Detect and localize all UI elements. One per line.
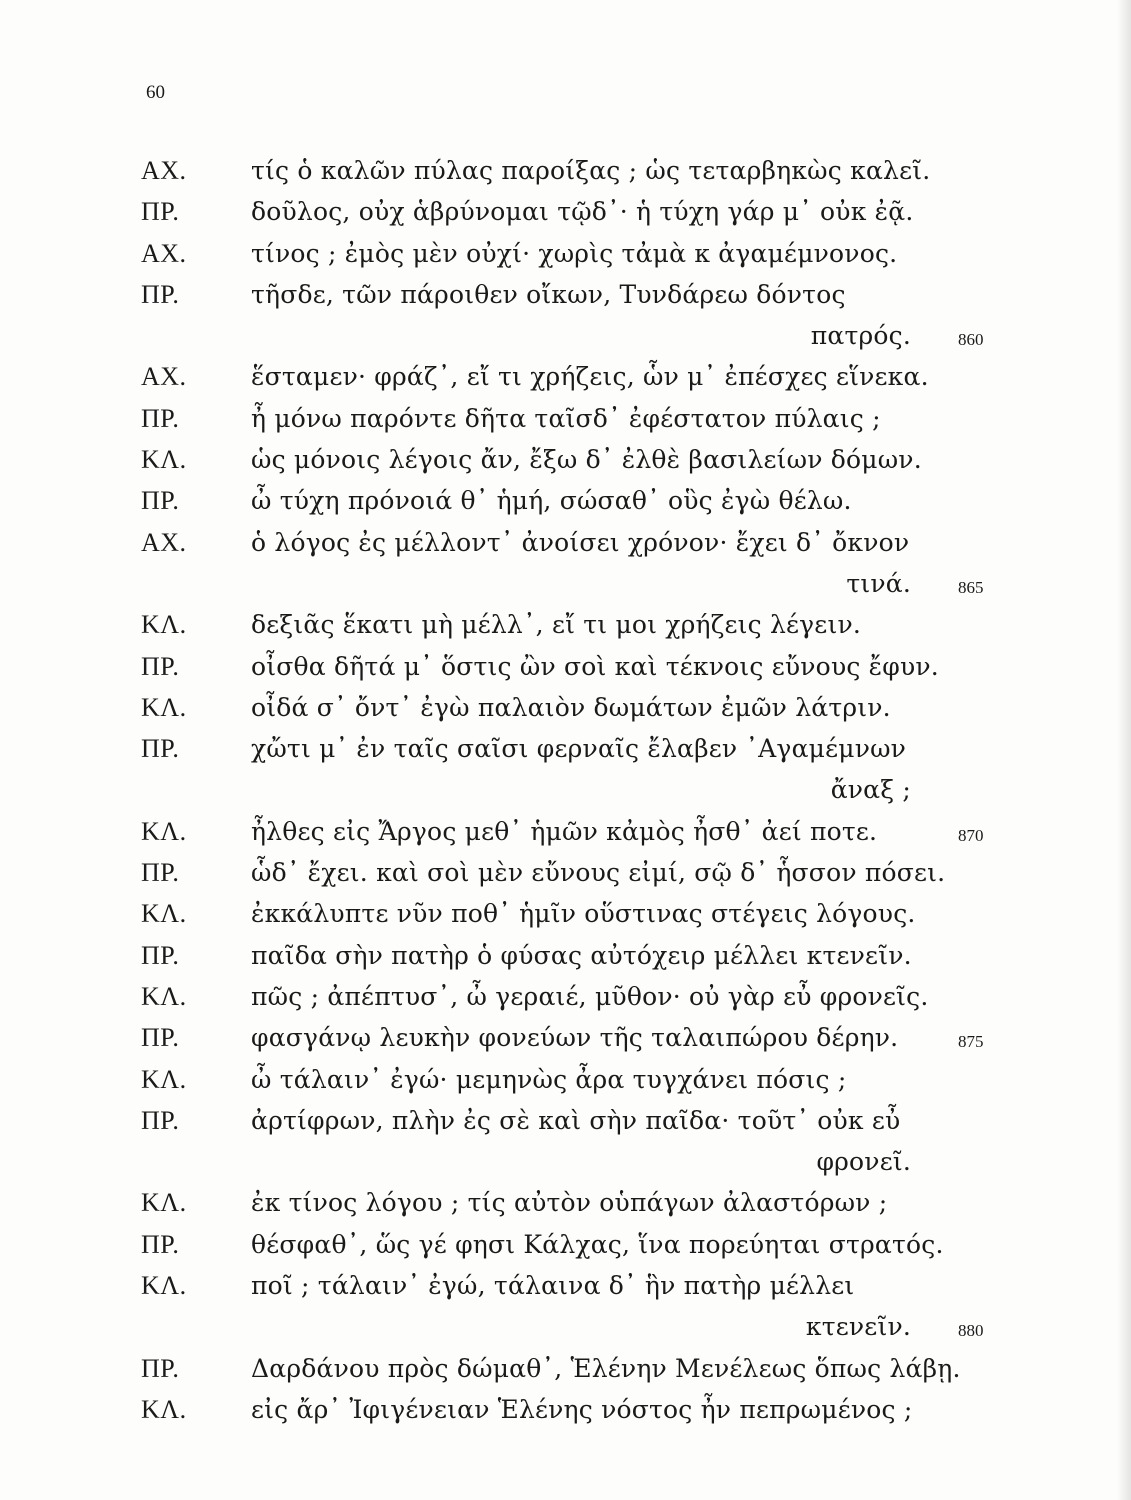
verse-line [0, 1017, 1131, 1058]
speaker-label: ΠΡ. [141, 1229, 180, 1259]
verse-line [0, 811, 1131, 852]
verse-line [0, 480, 1131, 521]
speaker-label: ΚΛ. [141, 1188, 187, 1218]
verse-line [0, 1059, 1131, 1100]
verse-text: δεξιᾶς ἕκατι μὴ μέλλ᾽, εἴ τι μοι χρήζεις λέγειν. [251, 610, 862, 640]
verse-text: παῖδα σὴν πατὴρ ὁ φύσας αὐτόχειρ μέλλει κτενεῖν. [251, 940, 912, 970]
speaker-label: ΠΡ. [141, 940, 180, 970]
verse-text: κτενεῖν. [805, 1312, 911, 1342]
speaker-label: ΠΡ. [141, 403, 180, 433]
verse-line-continuation [0, 769, 1131, 810]
speaker-label: ΠΡ. [141, 197, 180, 227]
speaker-label: ΠΡ. [141, 1353, 180, 1383]
verse-text: οἶδά σ᾽ ὄντ᾽ ἐγὼ παλαιὸν δωμάτων ἐμῶν λάτριν. [251, 692, 891, 722]
speaker-label: ΚΛ. [141, 1394, 187, 1424]
verse-line [0, 852, 1131, 893]
verse-text: τίς ὁ καλῶν πύλας παροίξας ; ὡς τεταρβηκὼς καλεῖ. [251, 156, 931, 185]
speaker-label: ΑΧ. [141, 362, 187, 392]
speaker-label: ΠΡ. [141, 858, 180, 888]
speaker-label: ΚΛ. [141, 816, 187, 846]
speaker-label: ΑΧ. [141, 156, 187, 185]
verse-line [0, 439, 1131, 480]
speaker-label: ΠΡ. [141, 1105, 180, 1135]
verse-line [0, 1265, 1131, 1306]
speaker-label: ΚΛ. [141, 981, 187, 1011]
verse-line-continuation [0, 1141, 1131, 1182]
verse-line [0, 728, 1131, 769]
verse-lines [0, 150, 1131, 1430]
verse-text: δοῦλος, οὐχ ἁβρύνομαι τῷδ᾽· ἡ τύχη γάρ μ᾽ οὐκ ἐᾷ. [251, 197, 914, 227]
verse-text: θέσφαθ᾽, ὥς γέ φησι Κάλχας, ἵνα πορεύηται στρατός. [251, 1229, 944, 1259]
verse-text: ἕσταμεν· φράζ᾽, εἴ τι χρήζεις, ὧν μ᾽ ἐπέσχες εἵνεκα. [251, 362, 929, 392]
verse-text: ὦ τάλαιν᾽ ἐγώ· μεμηνὼς ἆρα τυγχάνει πόσις ; [251, 1064, 847, 1094]
speaker-label: ΑΧ. [141, 238, 187, 268]
line-number: 880 [958, 1321, 984, 1341]
verse-text: ὡς μόνοις λέγοις ἄν, ἔξω δ᾽ ἐλθὲ βασιλείων δόμων. [251, 445, 922, 475]
verse-text: ὦ τύχη πρόνοιά θ᾽ ἡμή, σώσαθ᾽ οὓς ἐγὼ θέλω. [251, 486, 852, 516]
verse-line-continuation [0, 563, 1131, 604]
verse-text: πῶς ; ἀπέπτυσ᾽, ὦ γεραιέ, μῦθον· οὐ γὰρ εὖ φρονεῖς. [251, 981, 929, 1011]
verse-text: πατρός. [810, 321, 911, 351]
speaker-label: ΠΡ. [141, 1023, 180, 1053]
line-number: 860 [958, 330, 984, 350]
line-number: 875 [958, 1032, 984, 1052]
verse-text: ὁ λόγος ἐς μέλλοντ᾽ ἀνοίσει χρόνον· ἔχει δ᾽ ὄκνον [251, 527, 910, 557]
verse-line [0, 1224, 1131, 1265]
verse-line [0, 1348, 1131, 1389]
speaker-label: ΠΡ. [141, 486, 180, 516]
verse-text: τινά. [846, 568, 911, 598]
speaker-label: ΠΡ. [141, 651, 180, 681]
verse-line-continuation [0, 1306, 1131, 1347]
verse-text: Δαρδάνου πρὸς δώμαθ᾽, Ἑλένην Μενέλεως ὅπως λάβῃ. [251, 1353, 961, 1383]
verse-line [0, 893, 1131, 934]
verse-text: ἐκ τίνος λόγου ; τίς αὐτὸν οὑπάγων ἀλαστόρων ; [251, 1188, 888, 1218]
speaker-label: ΚΛ. [141, 1064, 187, 1094]
verse-line [0, 150, 1131, 191]
verse-text: ἄναξ ; [830, 775, 911, 805]
verse-line [0, 646, 1131, 687]
verse-line [0, 191, 1131, 232]
speaker-label: ΚΛ. [141, 610, 187, 640]
verse-line [0, 356, 1131, 397]
speaker-label: ΚΛ. [141, 692, 187, 722]
speaker-label: ΠΡ. [141, 279, 180, 309]
page-number: 60 [146, 82, 165, 103]
verse-line [0, 1182, 1131, 1223]
verse-text: τῆσδε, τῶν πάροιθεν οἴκων, Τυνδάρεω δόντος [251, 279, 846, 309]
verse-line [0, 398, 1131, 439]
verse-text: ἦ μόνω παρόντε δῆτα ταῖσδ᾽ ἐφέστατον πύλαις ; [251, 403, 881, 433]
verse-line [0, 1100, 1131, 1141]
line-number: 870 [958, 825, 984, 845]
verse-text: χὤτι μ᾽ ἐν ταῖς σαῖσι φερναῖς ἔλαβεν ᾽Αγαμέμνων [251, 734, 907, 764]
verse-line [0, 687, 1131, 728]
verse-text: ὧδ᾽ ἔχει. καὶ σοὶ μὲν εὔνους εἰμί, σῷ δ᾽ ἧσσον πόσει. [251, 858, 946, 888]
verse-text: φασγάνῳ λευκὴν φονεύων τῆς ταλαιπώρου δέρην. [251, 1023, 899, 1053]
speaker-label: ΚΛ. [141, 445, 187, 475]
verse-line [0, 233, 1131, 274]
verse-text: φρονεῖ. [816, 1147, 911, 1177]
line-number: 865 [958, 577, 984, 597]
verse-line [0, 604, 1131, 645]
speaker-label: ΚΛ. [141, 899, 187, 929]
verse-text: εἰς ἄρ᾽ Ἰφιγένειαν Ἑλένης νόστος ἦν πεπρωμένος ; [251, 1394, 913, 1424]
verse-text: ἀρτίφρων, πλὴν ἐς σὲ καὶ σὴν παῖδα· τοῦτ᾽ οὐκ εὖ [251, 1105, 901, 1135]
verse-line [0, 274, 1131, 315]
verse-line [0, 935, 1131, 976]
verse-text: οἶσθα δῆτά μ᾽ ὅστις ὢν σοὶ καὶ τέκνοις εὔνους ἔφυν. [251, 651, 939, 681]
verse-line [0, 1389, 1131, 1430]
verse-text: ἦλθες εἰς Ἄργος μεθ᾽ ἡμῶν κἀμὸς ἦσθ᾽ ἀεί ποτε. [251, 816, 878, 846]
verse-line [0, 976, 1131, 1017]
verse-line-continuation [0, 315, 1131, 356]
speaker-label: ΑΧ. [141, 527, 187, 557]
speaker-label: ΚΛ. [141, 1271, 187, 1301]
speaker-label: ΠΡ. [141, 734, 180, 764]
verse-text: ποῖ ; τάλαιν᾽ ἐγώ, τάλαινα δ᾽ ἣν πατὴρ μέλλει [251, 1271, 855, 1301]
verse-text: τίνος ; ἐμὸς μὲν οὐχί· χωρὶς τἀμὰ κ ἀγαμέμνονος. [251, 238, 898, 268]
verse-line [0, 522, 1131, 563]
verse-text: ἐκκάλυπτε νῦν ποθ᾽ ἡμῖν οὕστινας στέγεις λόγους. [251, 899, 916, 929]
